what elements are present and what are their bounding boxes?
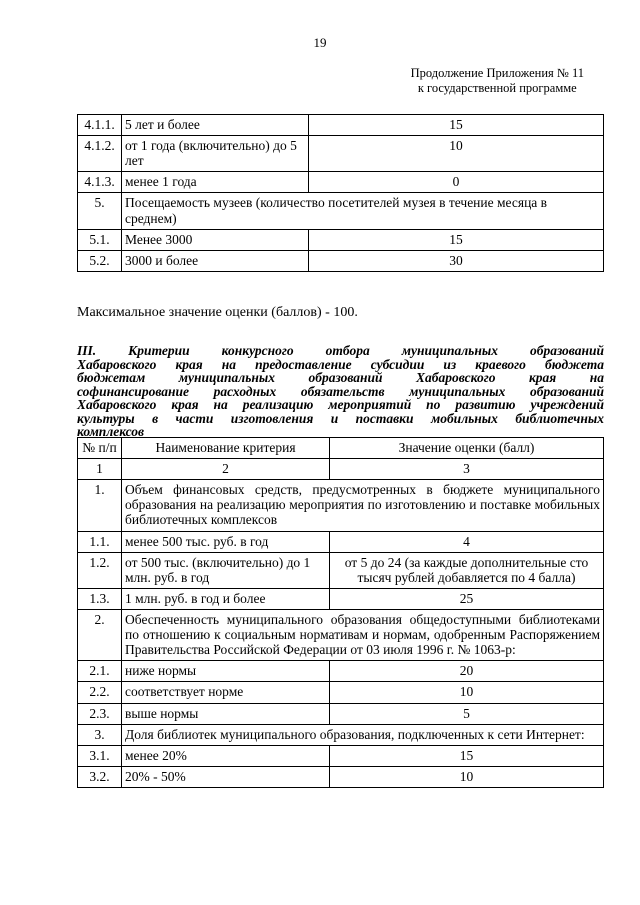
table-row [78, 661, 604, 682]
score-value: 0 [309, 172, 604, 193]
heading-line: III. Критерии конкурсного отбора муниципальных образований [77, 343, 604, 358]
score-value: от 5 до 24 (за каждые дополнительные сто тысяч рублей добавляется по 4 балла) [330, 552, 604, 588]
section-heading [77, 344, 604, 439]
score-value: 20 [330, 661, 604, 682]
score-value: 5 [330, 703, 604, 724]
table-header-row [78, 438, 604, 459]
row-number: 3.1. [78, 745, 122, 766]
criterion-name: соответствует норме [122, 682, 330, 703]
score-value: 25 [330, 588, 604, 609]
heading-line: Хабаровского края на реализацию мероприятий по развитию учреждений [77, 397, 604, 412]
row-number: 1.3. [78, 588, 122, 609]
row-number: 2.3. [78, 703, 122, 724]
table-row [78, 724, 604, 745]
table-row [78, 588, 604, 609]
table-row [78, 115, 604, 136]
index-criterion: 2 [122, 459, 330, 480]
criterion-name: 5 лет и более [122, 115, 309, 136]
table-row [78, 193, 604, 229]
criterion-name: Доля библиотек муниципального образования, подключенных к сети Интернет: [122, 724, 604, 745]
heading-line: Хабаровского края на предоставление субсидии из краевого бюджета [77, 356, 604, 372]
criterion-name: менее 20% [122, 745, 330, 766]
table-index-row [78, 459, 604, 480]
score-value: 15 [309, 229, 604, 250]
table-row [78, 703, 604, 724]
index-number: 1 [78, 459, 122, 480]
table-row [78, 531, 604, 552]
criterion-name: 1 млн. руб. в год и более [122, 588, 330, 609]
criteria-table [77, 437, 604, 788]
row-number: 5.2. [78, 250, 122, 271]
row-number: 5. [78, 193, 122, 229]
criterion-name: Посещаемость музеев (количество посетителей музея в течение месяца в среднем) [122, 193, 604, 229]
criterion-name: менее 1 года [122, 172, 309, 193]
criterion-name: Обеспеченность муниципального образования общедоступными библиотеками по отношению к социальным нормативам и нормам, одобренным Распоряжением Правительства Российской Федерации от 03 июля 1996 г. № 1063-р: [122, 609, 604, 660]
row-number: 1.2. [78, 552, 122, 588]
table-row [78, 480, 604, 531]
score-value: 10 [330, 682, 604, 703]
heading-line: культуры в части изготовления и поставки мобильных библиотечных [77, 410, 604, 426]
appendix-line-1: Продолжение Приложения № 11 [410, 66, 584, 80]
score-value: 30 [309, 250, 604, 271]
page-number: 19 [313, 35, 327, 50]
max-score-note: Максимальное значение оценки (баллов) - 100. [77, 305, 358, 320]
criterion-name: Менее 3000 [122, 229, 309, 250]
header-score: Значение оценки (балл) [330, 438, 604, 459]
table-row [78, 609, 604, 660]
row-number: 4.1.1. [78, 115, 122, 136]
criterion-name: менее 500 тыс. руб. в год [122, 531, 330, 552]
criterion-name: 3000 и более [122, 250, 309, 271]
row-number: 4.1.3. [78, 172, 122, 193]
criterion-name: ниже нормы [122, 661, 330, 682]
row-number: 1. [78, 480, 122, 531]
score-value: 15 [309, 115, 604, 136]
criterion-name: от 500 тыс. (включительно) до 1 млн. руб. в год [122, 552, 330, 588]
table-row [78, 552, 604, 588]
score-value: 15 [330, 745, 604, 766]
table-row [78, 682, 604, 703]
header-number: № п/п [78, 438, 122, 459]
criterion-name: выше нормы [122, 703, 330, 724]
table-row [78, 172, 604, 193]
row-number: 2.2. [78, 682, 122, 703]
criterion-name: от 1 года (включительно) до 5 лет [122, 136, 309, 172]
appendix-note [411, 66, 584, 96]
heading-line: комплексов [77, 424, 145, 439]
appendix-line-2: к государственной программе [417, 81, 577, 95]
score-value: 10 [309, 136, 604, 172]
row-number: 4.1.2. [78, 136, 122, 172]
criteria-table-continued [77, 114, 604, 272]
table-row [78, 136, 604, 172]
score-value: 4 [330, 531, 604, 552]
row-number: 1.1. [78, 531, 122, 552]
score-value: 10 [330, 766, 604, 787]
row-number: 2.1. [78, 661, 122, 682]
row-number: 5.1. [78, 229, 122, 250]
criterion-name: Объем финансовых средств, предусмотренных в бюджете муниципального образования на реализацию мероприятия по изготовлению и поставке мобильных библиотечных комплексов [122, 480, 604, 531]
table-row [78, 745, 604, 766]
row-number: 2. [78, 609, 122, 660]
table-row [78, 250, 604, 271]
table-row [78, 229, 604, 250]
row-number: 3. [78, 724, 122, 745]
index-score: 3 [330, 459, 604, 480]
criterion-name: 20% - 50% [122, 766, 330, 787]
heading-line: бюджетам муниципальных образований Хабаровского края на [77, 370, 604, 385]
header-criterion: Наименование критерия [122, 438, 330, 459]
row-number: 3.2. [78, 766, 122, 787]
heading-line: софинансирование расходных обязательств муниципальных образований [77, 383, 604, 399]
table-row [78, 766, 604, 787]
